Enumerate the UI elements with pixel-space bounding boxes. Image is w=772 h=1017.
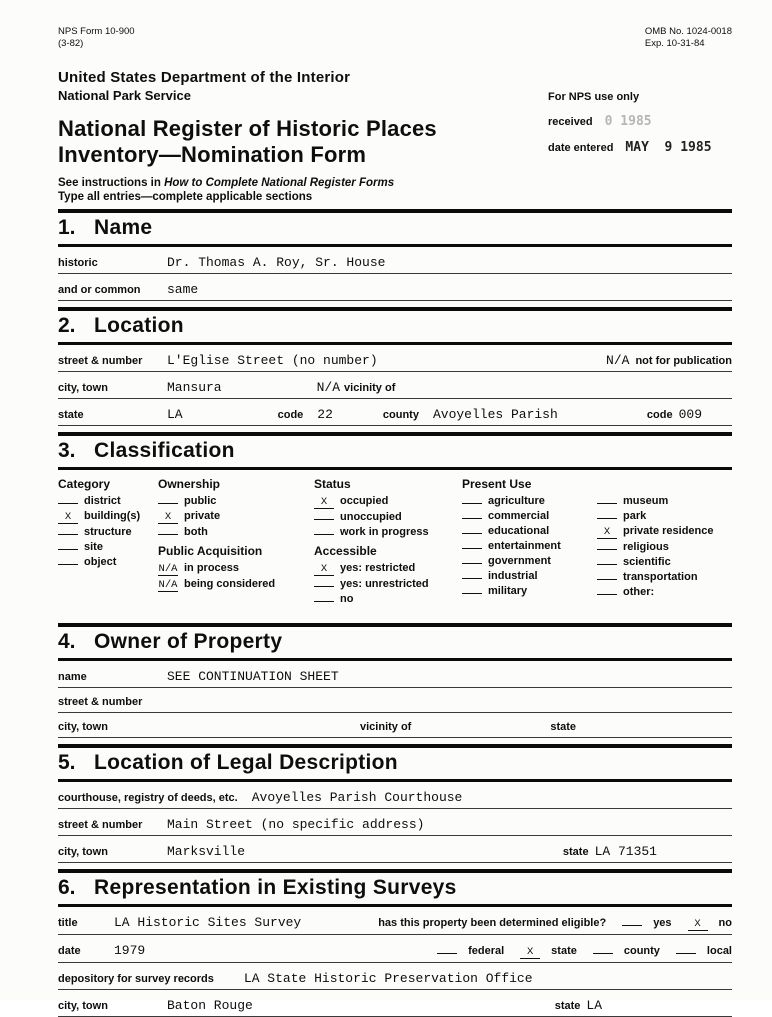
survey-city-value: Baton Rouge (167, 997, 253, 1013)
checkbox-label: object (84, 555, 117, 568)
checkbox-mark: X (597, 527, 617, 539)
present-use-title: Present Use (462, 476, 532, 491)
legal-state-value: LA 71351 (594, 843, 657, 859)
street-value: L'Eglise Street (no number) (167, 352, 378, 368)
checkbox-label: no (340, 592, 354, 605)
checkbox-mark (622, 925, 642, 926)
classification-columns (58, 470, 732, 617)
form-masthead (58, 69, 732, 203)
instructions-line2: Type all entries—complete applicable sections (58, 190, 313, 203)
survey-state-value: LA (586, 997, 602, 1013)
level-state (520, 945, 577, 959)
checkbox-scientific (597, 556, 732, 569)
level-local (676, 945, 732, 957)
checkbox-label: unoccupied (340, 510, 402, 523)
survey-state-group (555, 998, 602, 1013)
section-5-heading (58, 748, 732, 779)
checkbox-mark: X (688, 919, 708, 931)
checkbox-label: local (706, 944, 732, 957)
section-3-classification (58, 432, 732, 617)
section-number: 2. (58, 313, 76, 337)
checkbox-label: public (184, 494, 217, 507)
checkbox-mark (462, 563, 482, 564)
checkbox-label: site (84, 540, 103, 553)
checkbox-object (58, 556, 158, 569)
checkbox-religious (597, 541, 732, 554)
checkbox-mark (58, 534, 78, 535)
checkbox-site (58, 541, 158, 554)
common-value: same (167, 281, 199, 297)
checkbox-buildings (58, 510, 158, 524)
section-title: Location of Legal Description (94, 750, 398, 774)
checkbox-occupied (314, 495, 462, 509)
checkbox-mark (462, 533, 482, 534)
instructions-text: See instructions in (58, 176, 165, 189)
field-row-historic (58, 247, 732, 274)
owner-city-label: city, town (58, 720, 108, 733)
code2-group (647, 407, 702, 422)
public-acquisition-title: Public Acquisition (158, 543, 263, 558)
street-label: street & number (58, 354, 143, 367)
omb-number (645, 26, 732, 51)
checkbox-label: private residence (623, 524, 714, 537)
checkbox-label: other: (623, 585, 655, 598)
vicinity-label: vicinity of (344, 381, 396, 394)
checkbox-mark (158, 534, 178, 535)
legal-city-value: Marksville (167, 843, 246, 859)
checkbox-mark (314, 519, 334, 520)
checkbox-label: museum (623, 494, 669, 507)
form-number-line2: (3-82) (58, 38, 84, 50)
checkbox-label: no (718, 916, 732, 929)
checkbox-unoccupied (314, 511, 462, 524)
eligible-option-no (688, 917, 732, 931)
checkbox-mark (314, 586, 334, 587)
checkbox-mark (462, 548, 482, 549)
state-label: state (58, 408, 84, 421)
checkbox-label: military (488, 584, 528, 597)
courthouse-label: courthouse, registry of deeds, etc. (58, 791, 238, 804)
field-row-common (58, 274, 732, 301)
vicinity-mark: N/A (316, 379, 341, 395)
checkbox-in-process (158, 562, 314, 576)
field-row-owner-name (58, 661, 732, 688)
form-header-refs (58, 26, 732, 51)
checkbox-mark (462, 503, 482, 504)
checkbox-label: work in progress (340, 525, 429, 538)
section-title: Location (94, 313, 184, 337)
checkbox-private-residence (597, 525, 732, 539)
checkbox-mark (593, 953, 613, 954)
checkbox-work-in-progress (314, 526, 462, 539)
checkbox-label: park (623, 509, 647, 522)
city-value: Mansura (167, 379, 222, 395)
present-use-col2 (597, 495, 732, 601)
checkbox-district (58, 495, 158, 508)
checkbox-label: both (184, 525, 208, 538)
field-row-owner-city (58, 713, 732, 738)
checkbox-commercial (462, 510, 597, 523)
field-row-survey-city (58, 990, 732, 1017)
checkbox-public (158, 495, 314, 508)
checkbox-label: county (623, 944, 660, 957)
section-2-location (58, 307, 732, 426)
checkbox-label: yes (653, 916, 672, 929)
section-6-heading (58, 873, 732, 904)
field-row-survey-title (58, 907, 732, 935)
checkbox-government (462, 555, 597, 568)
checkbox-label: federal (468, 944, 505, 957)
section-2-heading (58, 311, 732, 342)
not-for-publication-mark: N/A (606, 352, 630, 368)
status-title: Status (314, 476, 351, 491)
section-title: Owner of Property (94, 629, 283, 653)
state-value: LA (167, 406, 183, 422)
checkbox-label: agriculture (488, 494, 545, 507)
checkbox-transportation (597, 571, 732, 584)
checkbox-mark (462, 518, 482, 519)
category-column (58, 477, 158, 608)
courthouse-value: Avoyelles Parish Courthouse (251, 789, 463, 805)
checkbox-agriculture (462, 495, 597, 508)
checkbox-mark (58, 564, 78, 565)
checkbox-mark (58, 549, 78, 550)
section-4-heading (58, 627, 732, 658)
checkbox-mark: N/A (158, 578, 178, 591)
code-value: 22 (317, 406, 333, 422)
checkbox-label: scientific (623, 555, 671, 568)
checkbox-entertainment (462, 540, 597, 553)
checkbox-mark (314, 534, 334, 535)
checkbox-mark (597, 579, 617, 580)
eligible-question-group (378, 917, 732, 931)
section-title: Representation in Existing Surveys (94, 875, 457, 899)
legal-state-group (563, 844, 657, 859)
omb-line1: OMB No. 1024-0018 (644, 26, 732, 37)
form-number (58, 26, 135, 51)
checkbox-label: in process (184, 561, 240, 574)
not-for-publication-label: not for publication (635, 354, 732, 367)
present-use-grid (462, 495, 732, 601)
checkbox-being-considered (158, 578, 314, 592)
field-row-survey-date (58, 935, 732, 963)
checkbox-label: government (488, 554, 551, 567)
checkbox-private (158, 510, 314, 524)
present-use-col1 (462, 495, 597, 601)
field-row-state (58, 399, 732, 426)
eligible-option-yes (622, 917, 671, 929)
survey-level-group (427, 945, 732, 959)
survey-state-label: state (554, 999, 581, 1012)
checkbox-mark (597, 594, 617, 595)
checkbox-label: yes: unrestricted (340, 577, 429, 590)
checkbox-label: transportation (623, 570, 698, 583)
owner-state-label: state (550, 720, 577, 733)
checkbox-mark (437, 953, 457, 954)
survey-date-label: date (58, 944, 81, 957)
omb-line2: Exp. 10-31-84 (644, 38, 705, 50)
common-label: and or common (58, 283, 141, 296)
instructions-line1 (58, 177, 732, 189)
checkbox-mark (676, 953, 696, 954)
checkbox-mark (462, 593, 482, 594)
section-number: 6. (58, 875, 76, 899)
owner-vicinity-label: vicinity of (360, 720, 412, 733)
section-4-owner (58, 623, 732, 738)
checkbox-label: commercial (488, 509, 550, 522)
code2-value: 009 (678, 406, 702, 422)
checkbox-label: structure (84, 525, 132, 538)
checkbox-mark: N/A (158, 562, 178, 575)
level-county (593, 945, 660, 957)
checkbox-label: private (184, 509, 221, 522)
survey-title-label: title (58, 916, 78, 929)
section-title: Classification (94, 438, 235, 462)
status-column (314, 477, 462, 608)
form-number-line1: NPS Form 10-900 (58, 26, 135, 37)
field-row-city (58, 372, 732, 399)
checkbox-mark (462, 578, 482, 579)
legal-street-value: Main Street (no specific address) (167, 816, 425, 832)
field-row-owner-street (58, 688, 732, 713)
checkbox-mark (58, 503, 78, 504)
survey-date-value: 1979 (114, 942, 146, 958)
checkbox-structure (58, 526, 158, 539)
owner-name-label: name (58, 670, 87, 683)
depository-value: LA State Historic Preservation Office (243, 970, 533, 986)
checkbox-label: industrial (488, 569, 538, 582)
nps-use-only-label: For NPS use only (548, 90, 640, 103)
survey-title-value: LA Historic Sites Survey (114, 914, 302, 930)
accessible-title: Accessible (314, 543, 377, 558)
city-label: city, town (58, 381, 108, 394)
eligible-question-label: has this property been determined eligible? (378, 916, 607, 929)
checkbox-yes-restricted (314, 562, 462, 576)
ownership-column (158, 477, 314, 608)
checkbox-mark: X (314, 497, 334, 509)
received-stamp: 0 1985 (604, 113, 652, 129)
legal-city-label: city, town (58, 845, 108, 858)
checkbox-mark: X (58, 512, 78, 524)
checkbox-label: educational (488, 524, 550, 537)
checkbox-label: building(s) (84, 509, 141, 522)
instructions-book-title: How to Complete National Register Forms (164, 176, 395, 189)
historic-value: Dr. Thomas A. Roy, Sr. House (167, 254, 386, 270)
field-row-street (58, 345, 732, 372)
owner-street-label: street & number (58, 695, 143, 708)
nps-use-only-box (548, 91, 732, 155)
checkbox-label: state (551, 944, 577, 957)
checkbox-both (158, 526, 314, 539)
field-row-courthouse (58, 782, 732, 809)
checkbox-mark (597, 518, 617, 519)
checkbox-label: yes: restricted (340, 561, 416, 574)
checkbox-mark (314, 601, 334, 602)
form-title-line1: National Register of Historic Places (58, 115, 437, 141)
section-1-heading (58, 213, 732, 244)
checkbox-mark (597, 503, 617, 504)
field-row-legal-city (58, 836, 732, 863)
date-entered-row (548, 140, 732, 155)
checkbox-label: being considered (184, 577, 276, 590)
checkbox-military (462, 585, 597, 598)
date-entered-label: date entered (548, 141, 614, 154)
county-value: Avoyelles Parish (432, 406, 558, 422)
checkbox-mark: X (158, 512, 178, 524)
section-number: 5. (58, 750, 76, 774)
department-title: United States Department of the Interior (58, 68, 351, 86)
depository-label: depository for survey records (58, 972, 214, 985)
code2-label: code (646, 408, 673, 421)
ownership-title: Ownership (158, 476, 221, 491)
form-title-line2: Inventory—Nomination Form (58, 141, 367, 167)
section-3-heading (58, 436, 732, 467)
not-for-publication-group (606, 353, 732, 368)
checkbox-mark (158, 503, 178, 504)
section-title: Name (94, 215, 153, 239)
section-number: 4. (58, 629, 76, 653)
code-label: code (277, 408, 304, 421)
section-1-name (58, 209, 732, 301)
received-row (548, 114, 732, 129)
owner-name-value: SEE CONTINUATION SHEET (167, 668, 339, 684)
legal-state-label: state (562, 845, 589, 858)
checkbox-industrial (462, 570, 597, 583)
checkbox-label: occupied (340, 494, 389, 507)
historic-label: historic (58, 256, 98, 269)
checkbox-other (597, 586, 732, 599)
checkbox-mark (597, 549, 617, 550)
section-number: 1. (58, 215, 76, 239)
checkbox-no (314, 593, 462, 606)
checkbox-yes-unrestricted (314, 578, 462, 591)
date-entered-stamp: MAY 9 1985 (625, 139, 712, 155)
level-federal (437, 945, 504, 957)
checkbox-label: religious (623, 540, 669, 553)
checkbox-park (597, 510, 732, 523)
checkbox-mark: X (314, 564, 334, 576)
checkbox-educational (462, 525, 597, 538)
received-label: received (548, 115, 593, 128)
checkbox-mark (597, 564, 617, 565)
survey-city-label: city, town (58, 999, 108, 1012)
field-row-legal-street (58, 809, 732, 836)
category-title: Category (58, 476, 111, 491)
section-5-legal-description (58, 744, 732, 863)
legal-street-label: street & number (58, 818, 143, 831)
checkbox-mark: X (520, 947, 540, 959)
checkbox-label: district (84, 494, 121, 507)
section-number: 3. (58, 438, 76, 462)
present-use-column (462, 477, 732, 608)
checkbox-museum (597, 495, 732, 508)
field-row-depository (58, 963, 732, 990)
vicinity-group (317, 380, 396, 395)
checkbox-label: entertainment (488, 539, 561, 552)
county-label: county (382, 408, 419, 421)
section-6-surveys (58, 869, 732, 1017)
service-title: National Park Service (58, 87, 191, 103)
